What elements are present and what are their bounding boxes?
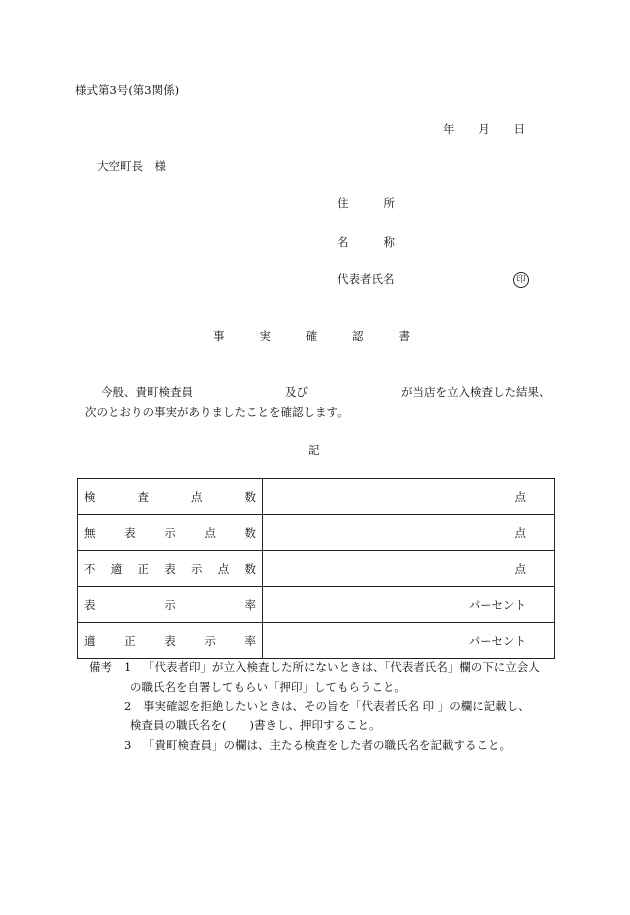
- note-2-line2: 検査員の職氏名を( )書きし、押印すること。: [130, 718, 381, 732]
- label-char: 示: [164, 525, 176, 540]
- body-line1-b: 及び: [285, 385, 308, 399]
- name-label: [337, 237, 395, 249]
- representative-label: 代表者氏名: [337, 272, 395, 286]
- ki-label: 記: [308, 443, 320, 457]
- label-char: 正: [124, 633, 136, 648]
- date-line: [443, 124, 525, 136]
- note-1-number: 1: [124, 660, 132, 674]
- label-char: 示: [191, 561, 203, 576]
- inspection-table: [77, 478, 555, 659]
- document-title: [213, 331, 410, 343]
- row-unit: 点: [514, 489, 526, 504]
- name-label-char: 名: [337, 235, 349, 249]
- note-3-line1: 「貴町検査員」の欄は、主たる検査をした者の職氏名を記載すること。: [143, 738, 511, 752]
- note-1-line2: の職氏名を自署してもらい「押印」してもらうこと。: [130, 680, 406, 694]
- note-1-line1: 「代表者印」が立入検査した所にないときは、「代表者氏名」欄の下に立会人: [143, 660, 540, 674]
- label-char: 示: [204, 633, 216, 648]
- label-char: 適: [110, 561, 123, 576]
- title-char: 実: [259, 329, 271, 343]
- addressee: 大空町長 様: [97, 159, 166, 173]
- label-char: 無: [84, 525, 96, 540]
- date-day: 日: [513, 122, 525, 136]
- table-row: [78, 623, 555, 659]
- row-value: [263, 587, 555, 623]
- title-char: 書: [398, 329, 410, 343]
- note-2-number: 2: [124, 699, 132, 713]
- label-char: 点: [191, 489, 203, 504]
- table-row: [78, 551, 555, 587]
- label-char: 点: [204, 525, 216, 540]
- row-label: [78, 479, 263, 515]
- label-char: 表: [164, 633, 176, 648]
- row-unit: パーセント: [468, 597, 526, 612]
- date-year: 年: [443, 122, 455, 136]
- label-char: 表: [124, 525, 136, 540]
- title-char: 事: [213, 329, 225, 343]
- label-char: 率: [244, 597, 256, 612]
- row-unit: 点: [514, 561, 526, 576]
- label-char: 数: [244, 525, 256, 540]
- label-char: 数: [244, 489, 256, 504]
- label-char: 示: [164, 597, 176, 612]
- table-row: [78, 587, 555, 623]
- label-char: 査: [137, 489, 149, 504]
- row-label: [78, 587, 263, 623]
- title-char: 認: [352, 329, 364, 343]
- table-row: [78, 479, 555, 515]
- row-unit: パーセント: [468, 633, 526, 648]
- row-label: [78, 551, 263, 587]
- label-char: 正: [137, 561, 149, 576]
- body-line2: 次のとおりの事実がありましたことを確認します。: [85, 405, 349, 419]
- row-value: [263, 623, 555, 659]
- note-3-number: 3: [124, 738, 132, 752]
- label-char: 表: [164, 561, 176, 576]
- row-label: [78, 623, 263, 659]
- row-label: [78, 515, 263, 551]
- name-label-char: 称: [383, 235, 395, 249]
- address-label-char: 住: [337, 196, 349, 210]
- address-label-char: 所: [383, 196, 395, 210]
- form-number: 様式第3号(第3関係): [75, 83, 180, 97]
- date-month: 月: [478, 122, 490, 136]
- row-unit: 点: [514, 525, 526, 540]
- title-char: 確: [305, 329, 318, 343]
- row-value: [263, 515, 555, 551]
- label-char: 率: [244, 633, 256, 648]
- label-char: 不: [84, 561, 96, 576]
- note-2-line1: 事実確認を拒絶したいときは、その旨を「代表者氏名 印 」の欄に記載し、: [143, 699, 530, 713]
- row-value: [263, 479, 555, 515]
- body-line1-a: 今般、貴町検査員: [101, 385, 193, 399]
- label-char: 数: [244, 561, 256, 576]
- address-label: [337, 198, 395, 210]
- label-char: 点: [217, 561, 230, 576]
- label-char: 検: [84, 489, 96, 504]
- label-char: 適: [84, 633, 96, 648]
- row-value: [263, 551, 555, 587]
- table-row: [78, 515, 555, 551]
- body-line1-c: が当店を立入検査した結果、: [401, 385, 551, 399]
- notes-heading: 備考: [89, 660, 112, 674]
- seal-mark: 印: [513, 272, 529, 288]
- label-char: 表: [84, 597, 96, 612]
